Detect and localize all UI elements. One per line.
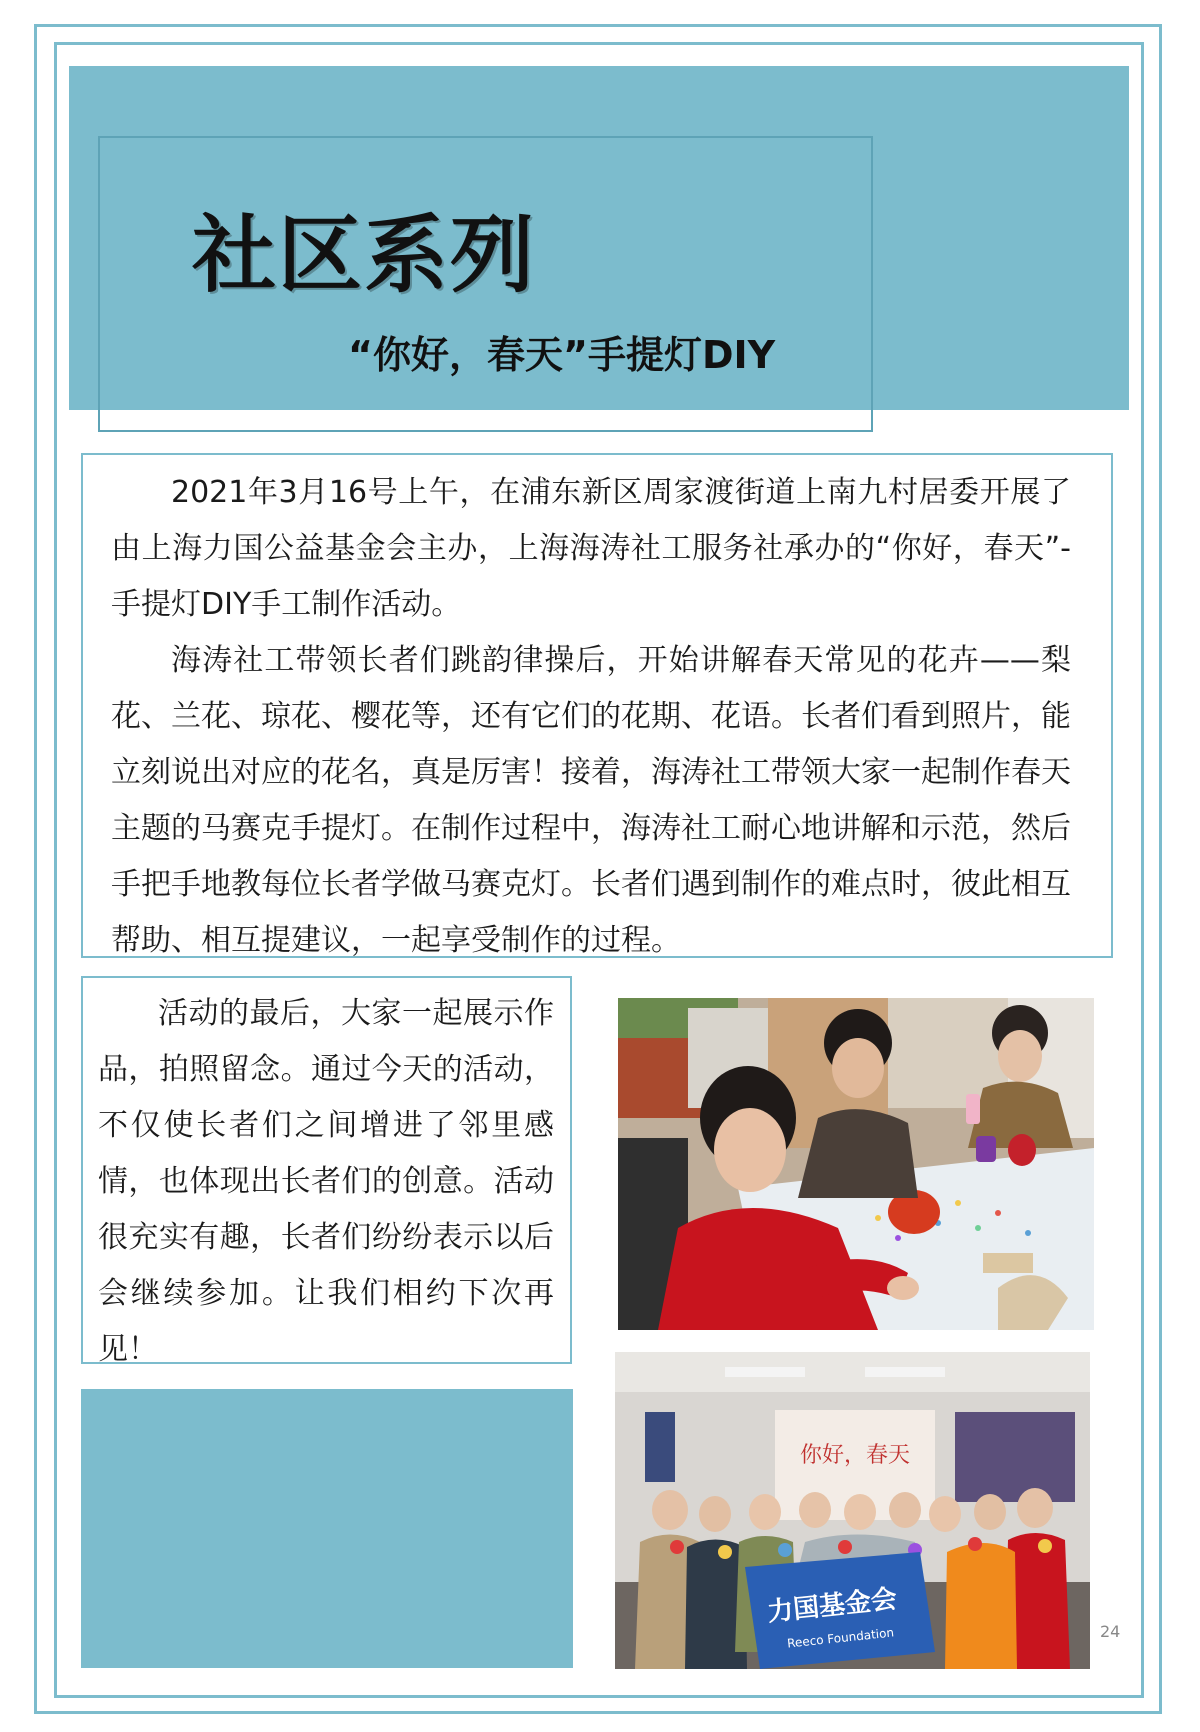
series-title: 社区系列 (192, 206, 537, 304)
banner-text: 力国基金会 (765, 1584, 899, 1628)
photo-crafting-lanterns (618, 998, 1094, 1330)
photo-crafting-lanterns-image (618, 998, 1094, 1330)
event-title: “你好，春天”手提灯DIY (348, 333, 776, 377)
banner-subtext: Reeco Foundation (786, 1625, 895, 1651)
article-paragraph-2: 海涛社工带领长者们跳韵律操后，开始讲解春天常见的花卉——梨花、兰花、琼花、樱花等，还有它们的花期、花语。长者们看到照片，能立刻说出对应的花名，真是厉害！接着，海涛社工带领大家一起制作春天主题的马赛克手提灯。在制作过程中，海涛社工耐心地讲解和示范，然后手把手地教每位长者学做马赛克灯。长者们遇到制作的难点时，彼此相互帮助、相互提建议，一起享受制作的过程。 (111, 643, 1071, 958)
article-body-box (81, 453, 1113, 958)
page-number: 24 (1100, 1622, 1121, 1641)
article-paragraph-1: 2021年3月16号上午，在浦东新区周家渡街道上南九村居委开展了由上海力国公益基金会主办，上海海涛社工服务社承办的“你好，春天”-手提灯DIY手工制作活动。 (111, 475, 1071, 622)
decorative-color-block (81, 1389, 573, 1668)
closing-text-box (81, 976, 572, 1367)
photo-screen-text: 你好，春天 (799, 1443, 911, 1468)
photo-group-with-banner (615, 1352, 1090, 1669)
photo-group-with-banner-image (615, 1352, 1090, 1669)
closing-paragraph: 活动的最后，大家一起展示作品，拍照留念。通过今天的活动，不仅使长者们之间增进了邻里感情，也体现出长者们的创意。活动很充实有趣，长者们纷纷表示以后会继续参加。让我们相约下次再见！ (98, 996, 554, 1367)
